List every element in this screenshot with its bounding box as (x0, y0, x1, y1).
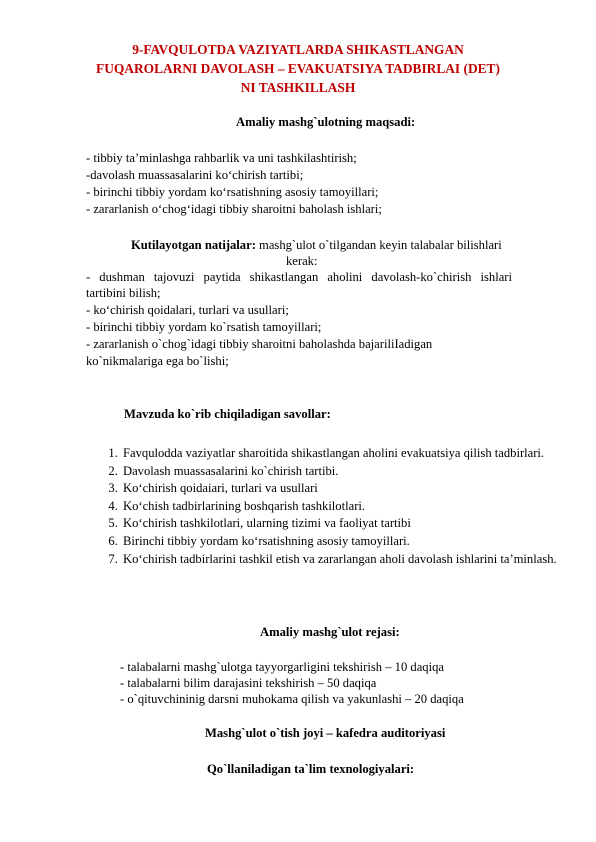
topic-item: 5. Ko‘chirish tashkilotlari, ularning tizimi va faoliyat tartibi (121, 515, 561, 533)
goal-item: - birinchi tibbiy yordam ko‘rsatishning asosiy tamoyillari; (86, 185, 379, 199)
plan-item: - talabalarni mashg`ulotga tayyorgarligini tekshirish – 10 daqiqa (120, 660, 444, 674)
topic-item: 6. Birinchi tibbiy yordam ko‘rsatishning asosiy tamoyillari. (121, 533, 561, 551)
results-item: - dushman tajovuzi paytida shikastlangan aholini davolash-ko`chirish ishlari (86, 270, 512, 284)
title-line-1: 9-FAVQULOTDA VAZIYATLARDA SHIKASTLANGAN (132, 42, 464, 57)
topic-item: 3. Ko‘chirish qoidaiari, turlari va usullari (121, 480, 561, 498)
results-intro-text: mashg`ulot o`tilgandan keyin talabalar bilishlari (255, 238, 502, 252)
goal-heading: Amaliy mashg`ulotning maqsadi: (236, 115, 416, 129)
goal-item: - tibbiy ta’minlashga rahbarlik va uni tashkilashtirish; (86, 151, 357, 165)
document-title (80, 40, 516, 97)
technologies-heading: Qo`llaniladigan ta`lim texnologiyalari: (207, 762, 415, 776)
results-item: - birinchi tibbiy yordam ko`rsatish tamoyillari; (86, 320, 322, 334)
results-item: - ko‘chirish qoidalari, turlari va usullari; (86, 303, 289, 317)
results-heading: Kutilayotgan natijalar: (131, 238, 256, 252)
results-item-continuation: ko`nikmalariga ega bo`lishi; (86, 354, 229, 368)
topic-item: 4. Ko‘chish tadbirlarining boshqarish tashkilotlari. (121, 498, 561, 516)
topics-heading: Mavzuda ko`rib chiqiladigan savollar: (124, 407, 331, 421)
results-item: - zararlanish o`chog`idagi tibbiy sharoitni baholashda bajariliIadigan (86, 337, 433, 351)
plan-heading: Amaliy mashg`ulot rejasi: (260, 625, 400, 639)
title-line-2: FUQAROLARNI DAVOLASH – EVAKUATSIYA TADBIRLAI (DET) (96, 61, 500, 76)
title-line-3: NI TASHKILLASH (240, 80, 356, 95)
goal-item: -davolash muassasalarini ko‘chirish tartibi; (86, 168, 304, 182)
plan-item: - talabalarni bilim darajasini tekshirish – 50 daqiqa (120, 676, 377, 690)
goal-item: - zararlanish o‘chog‘idagi tibbiy sharoitni baholash ishlari; (86, 202, 382, 216)
results-intro (131, 237, 502, 253)
topic-item: 7. Ko‘chirish tadbirlarini tashkil etish va zararlangan aholi davolash ishlarini ta’minlash. (121, 551, 561, 569)
results-item-continuation: tartibini bilish; (86, 286, 161, 300)
plan-item: - o`qituvchininig darsni muhokama qilish va yakunlashi – 20 daqiqa (120, 692, 464, 706)
topics-list (86, 445, 561, 568)
venue-line: Mashg`ulot o`tish joyi – kafedra auditoriyasi (205, 726, 446, 740)
topic-item: 1. Favqulodda vaziyatlar sharoitida shikastlangan aholini evakuatsiya qilish tadbirlari. (121, 445, 561, 463)
topic-item: 2. Davolash muassasalarini ko`chirish tartibi. (121, 463, 561, 481)
results-intro-end: kerak: (286, 254, 318, 268)
